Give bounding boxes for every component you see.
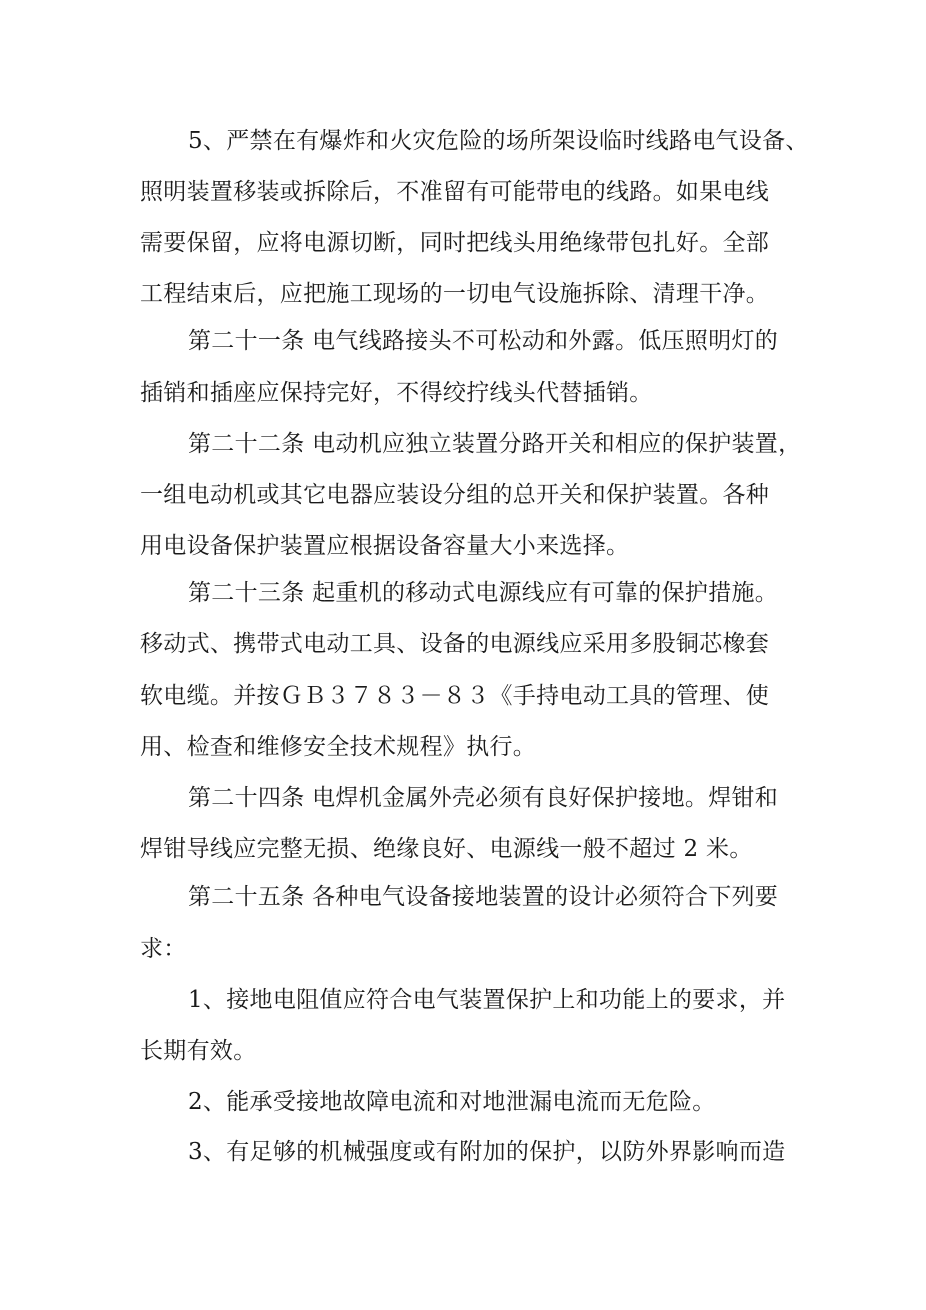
text-line: 焊钳导线应完整无损、绝缘良好、电源线一般不超过 2 米。 (140, 836, 753, 862)
text-line: 第二十五条 各种电气设备接地装置的设计必须符合下列要 (188, 884, 779, 910)
text-line: 工程结束后，应把施工现场的一切电气设施拆除、清理干净。 (140, 281, 770, 307)
text-line: 移动式、携带式电动工具、设备的电源线应采用多股铜芯橡套 (140, 631, 770, 657)
text-line: 长期有效。 (140, 1038, 257, 1064)
text-line: 第二十二条 电动机应独立装置分路开关和相应的保护装置， (188, 431, 802, 457)
text-line: 需要保留，应将电源切断，同时把线头用绝缘带包扎好。全部 (140, 230, 770, 256)
text-line: 软电缆。并按ＧＢ３７８３－８３《手持电动工具的管理、使 (140, 683, 770, 709)
text-line: 一组电动机或其它电器应装设分组的总开关和保护装置。各种 (140, 482, 770, 508)
text-line: 第二十四条 电焊机金属外壳必须有良好保护接地。焊钳和 (188, 785, 779, 811)
text-line: 第二十三条 起重机的移动式电源线应有可靠的保护措施。 (188, 580, 779, 606)
text-line: 用、检查和维修安全技术规程》执行。 (140, 734, 537, 760)
text-line: 用电设备保护装置应根据设备容量大小来选择。 (140, 533, 630, 559)
text-line: 求： (140, 936, 187, 962)
text-line: 3、有足够的机械强度或有附加的保护，以防外界影响而造 (188, 1139, 786, 1165)
text-line: 第二十一条 电气线路接头不可松动和外露。低压照明灯的 (188, 328, 779, 354)
text-line: 5、严禁在有爆炸和火灾危险的场所架设临时线路电气设备、 (188, 128, 809, 154)
text-line: 插销和插座应保持完好，不得绞拧线头代替插销。 (140, 380, 653, 406)
text-line: 1、接地电阻值应符合电气装置保护上和功能上的要求，并 (188, 987, 786, 1013)
text-line: 2、能承受接地故障电流和对地泄漏电流而无危险。 (188, 1089, 716, 1115)
text-line: 照明装置移装或拆除后，不准留有可能带电的线路。如果电线 (140, 179, 770, 205)
